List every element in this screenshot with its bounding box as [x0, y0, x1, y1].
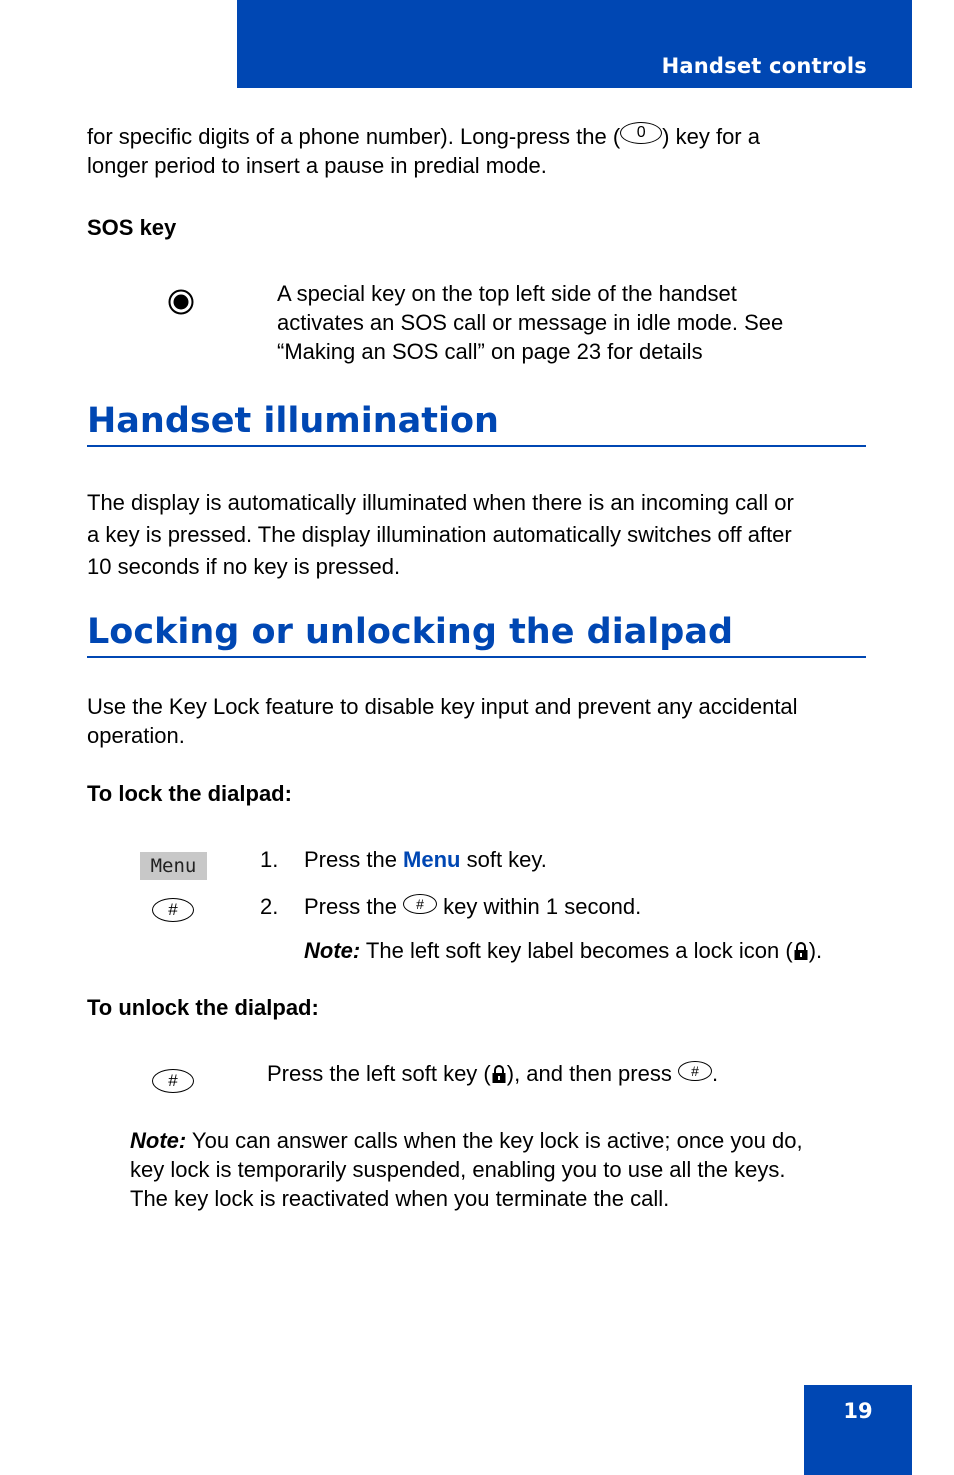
hash-key-icon: # — [403, 894, 437, 914]
intro-paragraph — [87, 122, 887, 180]
hash-key-icon: # — [152, 1069, 194, 1093]
unlock-instruction: Press the left soft key ( ), and then press # . — [267, 1061, 719, 1086]
lock-step-1: 1. — [260, 847, 279, 872]
hash-key-icon: # — [152, 898, 194, 922]
illumination-paragraph: The display is automatically illuminated when there is an incoming call or a key is pressed. The display illumination automatically switches off after 10 seconds if no key is pressed. — [87, 490, 794, 579]
lock-step-1-text: Press the Menu soft key. — [304, 847, 547, 872]
page-number-box — [804, 1385, 912, 1475]
intro-line-1: for specific digits of a phone number). Long-press the ( 0 ) key for a — [87, 124, 760, 149]
lock-step-2: 2. — [260, 894, 279, 919]
lock-step-2-text: Press the # key within 1 second. — [304, 894, 642, 919]
locking-paragraph: Use the Key Lock feature to disable key input and prevent any accidental operation. — [87, 694, 798, 748]
menu-key-name: Menu — [403, 847, 461, 872]
lock-icon — [793, 941, 809, 961]
intro-line-2: longer period to insert a pause in predial mode. — [87, 153, 547, 178]
hash-key-icon: # — [678, 1061, 712, 1081]
running-header-title: Handset controls — [661, 54, 867, 78]
section-heading-illumination: Handset illumination — [87, 401, 866, 447]
header-bar — [237, 0, 912, 88]
lock-icon — [491, 1064, 507, 1084]
key-lock-note: Note: You can answer calls when the key lock is active; once you do, key lock is temporarily suspended, enabling you to use all the keys. The key lock is reactivated when you terminate the call. — [130, 1128, 803, 1211]
menu-softkey-icon: Menu — [140, 852, 207, 880]
page-number: 19 — [843, 1399, 873, 1423]
sos-description: A special key on the top left side of the handset activates an SOS call or message in idle mode. See “Making an SOS call” on page 23 for details — [277, 281, 784, 364]
unlock-dialpad-heading: To unlock the dialpad: — [87, 995, 319, 1020]
lock-dialpad-heading: To lock the dialpad: — [87, 781, 292, 806]
zero-key-icon: 0 — [620, 122, 662, 144]
section-heading-locking: Locking or unlocking the dialpad — [87, 612, 866, 658]
sos-key-heading: SOS key — [87, 215, 177, 240]
lock-note: Note: The left soft key label becomes a lock icon ( ). — [304, 938, 823, 963]
sos-key-icon — [168, 289, 194, 315]
